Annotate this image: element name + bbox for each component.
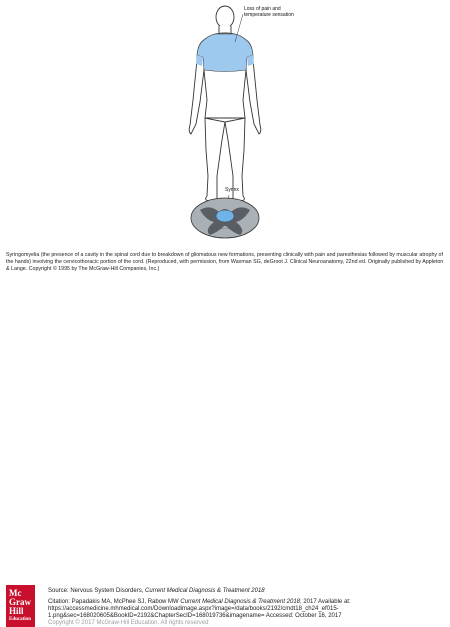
source-prefix: Source: Nervous System Disorders,	[48, 588, 146, 594]
head	[216, 6, 234, 28]
loss-of-sensation-label: Loss of pain and temperature sensation	[244, 6, 294, 18]
logo-line: Education	[9, 617, 31, 622]
sensation-loss-region	[197, 34, 253, 72]
syrinx-cavity	[216, 210, 234, 222]
syringomyelia-illustration	[0, 0, 450, 240]
logo-line: Mc	[9, 588, 22, 598]
figure-caption: Syringomyelia (the presence of a cavity in the spinal cord due to breakdown of gliomatous new formations, presenting clinically with pain and paresthesias followed by muscular atrophy of the hands) involving the cervicothoracic portion of the cord. (Reproduced, with permission, from Waxman SG, deGroot J. Clinical Neuroanatomy, 22nd ed. Originally published by Appleton & Lange. Copyright © 1995 by The McGraw-Hill Companies, Inc.)	[6, 252, 444, 272]
spinal-cord-cross-section	[191, 198, 259, 238]
source-book-title: Current Medical Diagnosis & Treatment 2018	[145, 588, 265, 594]
left-leg	[205, 118, 225, 201]
citation-prefix: Citation: Papadakis MA, McPhee SJ, Rabow MW	[48, 599, 181, 605]
illustration-credit: Source: Stephen G. Waxman	[210, 228, 236, 230]
logo-line: Hill	[9, 606, 24, 616]
publisher-logo	[6, 585, 35, 627]
copyright-notice: Copyright © 2017 McGraw-Hill Education. All rights reserved	[48, 620, 209, 626]
right-arm-shading	[247, 55, 254, 66]
logo-line: Graw	[9, 597, 31, 607]
citation-book-title: Current Medical Diagnosis & Treatment 2018	[180, 599, 301, 605]
source-line	[48, 588, 265, 595]
citation-text	[48, 599, 443, 620]
citation-footer	[0, 292, 450, 626]
citation-details: ; 2017 Available at: https://accessmedicine.mhmedical.com/Downloadimage.aspx?image=/data/books/2192/cmdt18_ch24_ef015-1.png&sec=168020605&BookID=2192&ChapterSecID=168019736&imagename= Accessed: October 16, 2017	[48, 599, 351, 619]
syrinx-label: Syrinx	[225, 187, 239, 193]
left-arm-shading	[196, 55, 203, 66]
